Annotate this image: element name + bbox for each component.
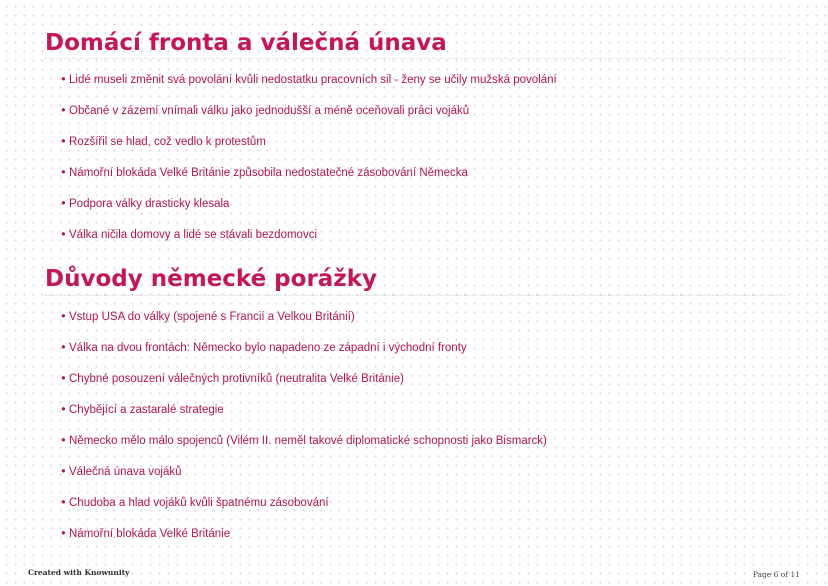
- bullet-icon: •: [60, 165, 67, 179]
- list-item-text: Námořní blokáda Velké Británie: [69, 528, 231, 540]
- bullet-icon: •: [60, 196, 67, 210]
- bullet-icon: •: [60, 340, 67, 354]
- list-item: [60, 72, 557, 103]
- bullet-icon: •: [60, 371, 67, 385]
- list-item: [60, 340, 547, 371]
- list-item-text: Občané v zázemí vnímali válku jako jednodušší a méně oceňovali práci vojáků: [69, 105, 470, 117]
- list-item-text: Chudoba a hlad vojáků kvůli špatnému zásobování: [69, 497, 329, 509]
- section-heading: Domácí fronta a válečná únava: [45, 30, 447, 56]
- heading-divider: [45, 295, 785, 296]
- bullet-icon: •: [60, 134, 67, 148]
- heading-divider: [45, 58, 785, 59]
- bullet-icon: •: [60, 464, 67, 478]
- bullet-icon: •: [60, 309, 67, 323]
- bullet-icon: •: [60, 495, 67, 509]
- bullet-icon: •: [60, 526, 67, 540]
- bullet-icon: •: [60, 103, 67, 117]
- list-item: [60, 103, 557, 134]
- list-item: [60, 134, 557, 165]
- list-item: [60, 165, 557, 196]
- bullet-icon: •: [60, 227, 67, 241]
- list-item-text: Vstup USA do války (spojené s Francií a Velkou Británií): [69, 311, 355, 323]
- footer-credit: Created with Knowunity: [28, 568, 130, 577]
- list-item: [60, 433, 547, 464]
- bullet-icon: •: [60, 72, 67, 86]
- page-number: Page 6 of 11: [752, 570, 800, 579]
- list-item-text: Chybné posouzení válečných protivníků (neutralita Velké Británie): [69, 373, 404, 385]
- list-item-text: Chybějící a zastaralé strategie: [69, 404, 224, 416]
- list-item-text: Válka na dvou frontách: Německo bylo napadeno ze západní i východní fronty: [69, 342, 467, 354]
- list-item-text: Válka ničila domovy a lidé se stávali bezdomovci: [69, 229, 318, 241]
- list-item-text: Válečná únava vojáků: [69, 466, 182, 478]
- list-item-text: Německo mělo málo spojenců (Vilém II. neměl takové diplomatické schopnosti jako Bismarck): [69, 435, 547, 447]
- list-item: [60, 227, 557, 258]
- list-item: [60, 371, 547, 402]
- section-heading: Důvody německé porážky: [45, 266, 377, 292]
- list-item-text: Podpora války drasticky klesala: [69, 198, 230, 210]
- list-item: [60, 309, 547, 340]
- list-item-text: Rozšířil se hlad, což vedlo k protestům: [69, 136, 266, 148]
- bullet-icon: •: [60, 433, 67, 447]
- bullet-list: [60, 72, 557, 258]
- list-item: [60, 526, 547, 557]
- bullet-list: [60, 309, 547, 557]
- list-item: [60, 464, 547, 495]
- list-item-text: Námořní blokáda Velké Británie způsobila nedostatečné zásobování Německa: [69, 167, 468, 179]
- bullet-icon: •: [60, 402, 67, 416]
- list-item: [60, 196, 557, 227]
- list-item-text: Lidé museli změnit svá povolání kvůli nedostatku pracovních sil - ženy se učily mužská povolání: [69, 74, 557, 86]
- list-item: [60, 495, 547, 526]
- list-item: [60, 402, 547, 433]
